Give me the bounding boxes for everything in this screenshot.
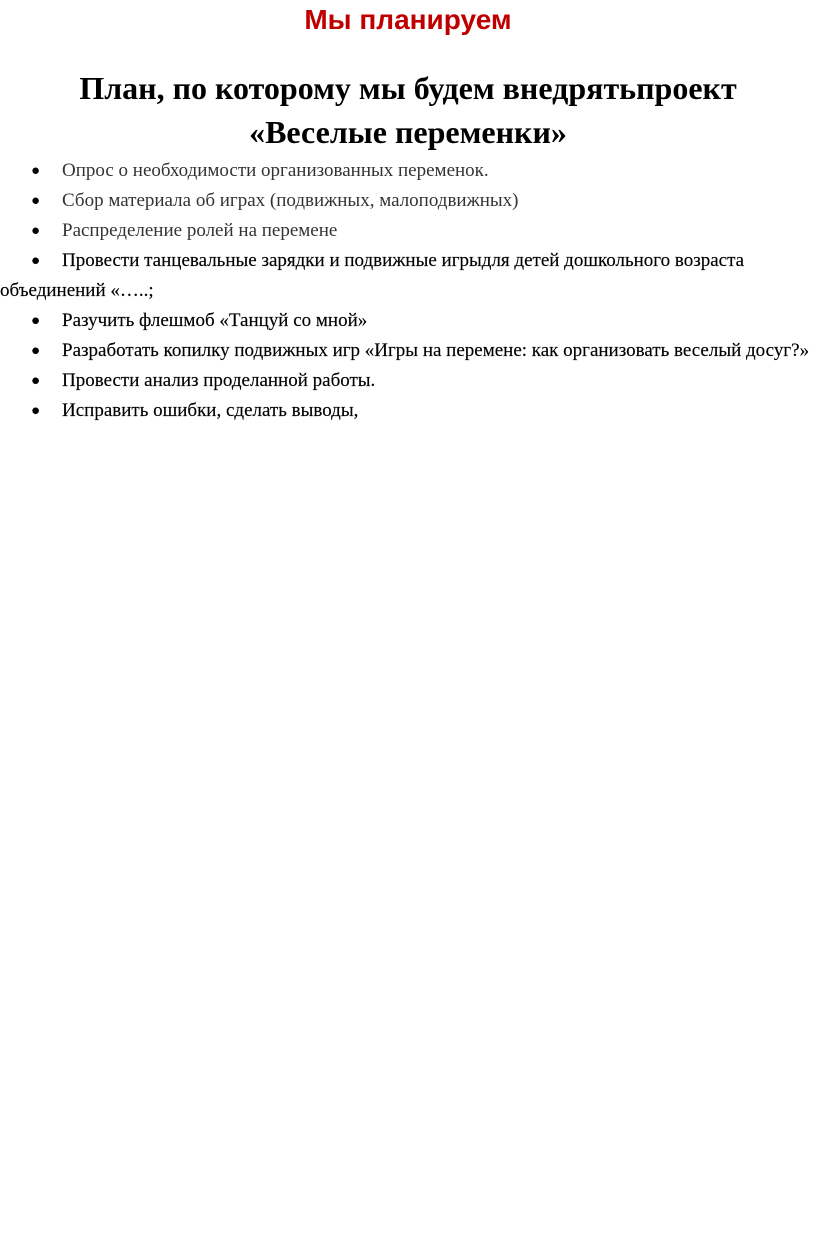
list-item (0, 186, 816, 216)
list-item-text: Опрос о необходимости организованных переменок. (62, 160, 489, 181)
list-item-text: Провести танцевальные зарядки и подвижные игрыдля детей дошкольного возраста объединений «…..; (0, 250, 745, 301)
bullet-dot-icon: ● (31, 403, 41, 419)
bullet-dot-icon: ● (31, 193, 41, 209)
list-item-text: Разучить флешмоб «Танцуй со мной» (62, 310, 368, 331)
plan-list (0, 156, 816, 426)
bullet-dot-icon: ● (31, 223, 41, 239)
list-item-text: Провести анализ проделанной работы. (62, 370, 376, 391)
document-heading (20, 66, 796, 154)
list-item (0, 396, 816, 426)
list-item (0, 366, 816, 396)
list-item (0, 306, 816, 336)
list-item (0, 246, 816, 306)
heading-line-1: План, по которому мы будем внедрятьпроект (79, 70, 737, 106)
list-item-text: Распределение ролей на перемене (62, 220, 338, 241)
bullet-dot-icon: ● (31, 373, 41, 389)
slide-title: Мы планируем (304, 4, 512, 35)
list-item (0, 156, 816, 186)
bullet-dot-icon: ● (31, 163, 41, 179)
heading-line-2: «Веселые переменки» (249, 114, 567, 150)
bullet-dot-icon: ● (31, 313, 41, 329)
bullet-dot-icon: ● (31, 253, 41, 269)
list-item (0, 336, 816, 366)
bullet-dot-icon: ● (31, 343, 41, 359)
list-item (0, 216, 816, 246)
list-item-text: Разработать копилку подвижных игр «Игры на перемене: как организовать веселый досуг?» (62, 340, 810, 361)
list-item-text: Исправить ошибки, сделать выводы, (62, 400, 359, 421)
list-item-text: Сбор материала об играх (подвижных, малоподвижных) (62, 190, 519, 211)
